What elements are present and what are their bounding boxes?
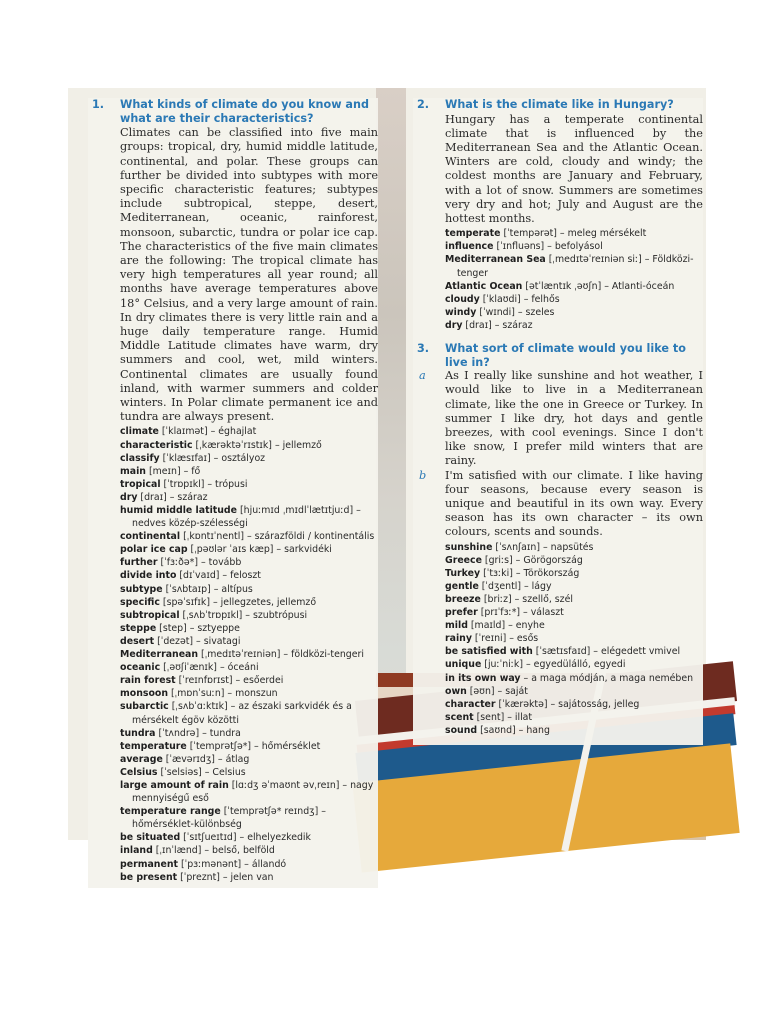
glossary-definition-continued: hőmérséklet-különbség bbox=[132, 819, 242, 831]
glossary-definition: [ˌmɒnˈsuːn] – monszun bbox=[168, 688, 278, 700]
glossary-definition-continued: mennyiségű eső bbox=[132, 793, 209, 805]
glossary-term: rainy bbox=[445, 633, 472, 645]
glossary-definition: [ˈsʌnʃaɪn] – napsütés bbox=[492, 541, 594, 553]
glossary-entry bbox=[445, 672, 703, 685]
glossary-term: windy bbox=[445, 306, 477, 318]
glossary-term: climate bbox=[120, 426, 159, 438]
glossary-entry bbox=[445, 619, 703, 632]
glossary-definition: – a maga módján, a maga nemében bbox=[520, 672, 694, 684]
glossary-entry bbox=[445, 658, 703, 671]
glossary-entry bbox=[120, 491, 378, 504]
glossary-entry bbox=[120, 687, 378, 700]
glossary-term: Mediterranean Sea bbox=[445, 254, 546, 266]
glossary-term: subarctic bbox=[120, 701, 169, 713]
glossary-term: tundra bbox=[120, 727, 156, 739]
question-text: What is the climate like in Hungary? bbox=[445, 98, 674, 111]
glossary-definition: [ˈkærəktə] – sajátosság, jelleg bbox=[495, 698, 640, 710]
glossary-entry bbox=[445, 632, 703, 645]
glossary-entry bbox=[120, 766, 378, 779]
glossary-entry bbox=[120, 425, 378, 438]
glossary-term: classify bbox=[120, 452, 160, 464]
glossary-definition: [ˈtemprətʃə*] – hőmérséklet bbox=[186, 740, 321, 752]
glossary-term: dry bbox=[445, 319, 463, 331]
glossary-entry bbox=[445, 253, 703, 279]
glossary-term: Celsius bbox=[120, 766, 158, 778]
glossary-definition: [meɪn] – fő bbox=[145, 465, 201, 477]
glossary-entry bbox=[120, 753, 378, 766]
glossary-definition: [ˈtɜːki] – Törökország bbox=[480, 567, 580, 579]
glossary-entry bbox=[445, 306, 703, 319]
question-2 bbox=[413, 98, 703, 112]
answer-letter: b bbox=[419, 468, 427, 482]
answer-text: As I really like sunshine and hot weather, I would like to live in a Mediterranean climate, like the one in Greece or Turkey. In summer I like dry, hot days and gentle breezes, with cool evenings. Since I don't like snow, I prefer mild winters that are rainy. bbox=[445, 369, 703, 468]
glossary-definition: [ˈsɪtʃueɪtɪd] – elhelyezkedik bbox=[180, 832, 311, 844]
glossary-term: own bbox=[445, 685, 467, 697]
glossary-term: prefer bbox=[445, 607, 478, 619]
glossary-definition: [ˌəʊʃiˈænɪk] – óceáni bbox=[160, 662, 259, 674]
glossary-term: inland bbox=[120, 845, 153, 857]
glossary-term: unique bbox=[445, 659, 482, 671]
glossary-term: continental bbox=[120, 531, 181, 543]
glossary-definition: [ˈtemprətʃə* reɪndʒ] – bbox=[220, 806, 326, 818]
question-number: 1. bbox=[92, 98, 105, 111]
glossary-definition: [briːz] – szellő, szél bbox=[480, 593, 573, 605]
glossary-term: Mediterranean bbox=[120, 649, 199, 661]
glossary-term: specific bbox=[120, 596, 160, 608]
glossary-entry bbox=[120, 504, 378, 530]
glossary-definition: [ˈtʌndrə] – tundra bbox=[155, 727, 241, 739]
glossary-entry bbox=[120, 740, 378, 753]
glossary-definition: [ˈklæsɪfaɪ] – osztályoz bbox=[159, 452, 266, 464]
question-3 bbox=[413, 342, 703, 369]
glossary-definition: [ˈreɪnfɒrɪst] – esőerdei bbox=[175, 675, 284, 687]
glossary-term: main bbox=[120, 465, 146, 477]
glossary-entry bbox=[120, 661, 378, 674]
glossary-entry bbox=[120, 569, 378, 582]
glossary-term: scent bbox=[445, 711, 474, 723]
glossary-term: temperature range bbox=[120, 806, 221, 818]
glossary-list bbox=[413, 541, 703, 737]
glossary-term: divide into bbox=[120, 570, 177, 582]
glossary-term: temperature bbox=[120, 740, 187, 752]
glossary-term: large amount of rain bbox=[120, 779, 229, 791]
glossary-term: desert bbox=[120, 635, 155, 647]
question-1 bbox=[88, 98, 378, 125]
glossary-definition: [ˈtrɒpɪkl] – trópusi bbox=[160, 478, 248, 490]
glossary-term: average bbox=[120, 753, 163, 765]
question-number: 2. bbox=[417, 98, 430, 111]
glossary-definition: [juːˈniːk] – egyedülálló, egyedi bbox=[481, 659, 626, 671]
glossary-definition: [ˌpəʊlər ˈaɪs kæp] – sarkvidéki bbox=[187, 544, 332, 556]
glossary-definition: [ˌmedɪtəˈreɪniən siː] – Földközi- bbox=[545, 254, 694, 266]
glossary-definition: [ˈsætɪsfaɪd] – elégedett vmivel bbox=[532, 646, 681, 658]
glossary-term: in its own way bbox=[445, 672, 521, 684]
glossary-definition: [ˈselsiəs] – Celsius bbox=[157, 766, 246, 778]
glossary-definition: [ˈklaɪmət] – éghajlat bbox=[158, 426, 257, 438]
glossary-term: polar ice cap bbox=[120, 544, 188, 556]
glossary-definition: [saʊnd] – hang bbox=[477, 724, 550, 736]
glossary-entry bbox=[445, 554, 703, 567]
glossary-definition: [ˈfɜːðə*] – tovább bbox=[157, 557, 242, 569]
glossary-entry bbox=[120, 674, 378, 687]
glossary-definition: [əʊn] – saját bbox=[466, 685, 528, 697]
glossary-term: be satisfied with bbox=[445, 646, 533, 658]
glossary-entry bbox=[445, 293, 703, 306]
glossary-term: oceanic bbox=[120, 662, 161, 674]
glossary-entry bbox=[120, 831, 378, 844]
glossary-definition: [sent] – illat bbox=[473, 711, 533, 723]
glossary-definition-continued: nedves közép-szélességi bbox=[132, 518, 248, 530]
glossary-term: character bbox=[445, 698, 496, 710]
glossary-entry bbox=[120, 439, 378, 452]
glossary-definition: [ˈwɪndi] – szeles bbox=[476, 306, 555, 318]
glossary-entry bbox=[120, 622, 378, 635]
glossary-definition: [griːs] – Görögország bbox=[481, 554, 583, 566]
glossary-entry bbox=[120, 700, 378, 726]
glossary-entry bbox=[445, 593, 703, 606]
glossary-definition: [step] – sztyeppe bbox=[156, 622, 240, 634]
glossary-entry bbox=[445, 227, 703, 240]
glossary-term: humid middle latitude bbox=[120, 505, 238, 517]
glossary-entry bbox=[120, 596, 378, 609]
glossary-entry bbox=[445, 567, 703, 580]
glossary-entry bbox=[445, 711, 703, 724]
glossary-entry bbox=[120, 635, 378, 648]
glossary-definition: [maɪld] – enyhe bbox=[467, 620, 545, 632]
glossary-definition: [ˈævərɪdʒ] – átlag bbox=[162, 753, 250, 765]
glossary-entry bbox=[120, 779, 378, 805]
answer-b bbox=[413, 469, 703, 540]
glossary-entry bbox=[445, 319, 703, 332]
answer-letter: a bbox=[419, 369, 426, 383]
glossary-entry bbox=[120, 609, 378, 622]
glossary-definition: [lɑːdʒ əˈmaʊnt əvˌreɪn] – nagy bbox=[228, 779, 374, 791]
textbook-page bbox=[68, 88, 706, 883]
glossary-definition: [ˈpɜːmənənt] – állandó bbox=[177, 858, 287, 870]
answer-text: I'm satisfied with our climate. I like having four seasons, because every season is unique and beautiful in its own way. Every season has its own character – its own colours, scents and sounds. bbox=[445, 468, 703, 539]
glossary-entry bbox=[445, 645, 703, 658]
glossary-entry bbox=[120, 648, 378, 661]
glossary-definition: [hjuːmɪd ˌmɪdlˈlætɪtjuːd] – bbox=[237, 505, 361, 517]
question-number: 3. bbox=[417, 341, 430, 355]
glossary-definition: [draɪ] – száraz bbox=[462, 319, 533, 331]
glossary-entry bbox=[445, 606, 703, 619]
glossary-term: Atlantic Ocean bbox=[445, 280, 523, 292]
glossary-definition: [ətˈlæntɪk ˌəʊʃn] – Atlanti-óceán bbox=[522, 280, 675, 292]
glossary-list bbox=[88, 425, 378, 883]
glossary-definition: [ˈtempərət] – meleg mérsékelt bbox=[500, 228, 647, 240]
glossary-term: dry bbox=[120, 491, 138, 503]
glossary-entry bbox=[120, 805, 378, 831]
glossary-entry bbox=[445, 280, 703, 293]
glossary-definition: [ˈklaʊdi] – felhős bbox=[479, 293, 560, 305]
glossary-entry bbox=[120, 478, 378, 491]
glossary-definition: [ˈsʌbtaɪp] – altípus bbox=[162, 583, 253, 595]
glossary-definition: [ˌkærəktəˈrɪstɪk] – jellemző bbox=[192, 439, 322, 451]
glossary-entry bbox=[120, 727, 378, 740]
glossary-term: cloudy bbox=[445, 293, 480, 305]
left-column bbox=[88, 98, 378, 888]
glossary-term: permanent bbox=[120, 858, 178, 870]
glossary-definition: [ˈdʒentl] – lágy bbox=[478, 580, 552, 592]
glossary-term: be present bbox=[120, 871, 178, 883]
glossary-entry bbox=[445, 580, 703, 593]
glossary-definition-continued: mérsékelt égöv közötti bbox=[132, 714, 239, 726]
glossary-definition: [prɪˈfɜː*] – választ bbox=[477, 607, 564, 619]
glossary-definition: [draɪ] – száraz bbox=[137, 491, 208, 503]
glossary-entry bbox=[120, 452, 378, 465]
glossary-entry bbox=[445, 698, 703, 711]
glossary-definition: [ˈɪnfluəns] – befolyásol bbox=[493, 241, 603, 253]
glossary-term: rain forest bbox=[120, 675, 176, 687]
glossary-definition: [ˌkɒntɪˈnentl] – szárazföldi / kontinentális bbox=[180, 531, 375, 543]
glossary-definition: [ˌmedɪtəˈreɪniən] – földközi-tengeri bbox=[198, 649, 364, 661]
glossary-term: sunshine bbox=[445, 541, 493, 553]
glossary-term: Greece bbox=[445, 554, 482, 566]
glossary-term: be situated bbox=[120, 832, 181, 844]
glossary-definition: [ˈdezət] – sivatagi bbox=[154, 635, 241, 647]
glossary-term: breeze bbox=[445, 593, 481, 605]
glossary-entry bbox=[120, 556, 378, 569]
glossary-term: subtropical bbox=[120, 609, 180, 621]
answer-paragraph: Climates can be classified into five main groups: tropical, dry, humid middle latitude, continental, and polar. These groups can further be divided into subtypes with more specific characteristic features; subtypes include subtropical, steppe, desert, Mediterranean, oceanic, rainforest, monsoon, subarctic, tundra or polar ice cap. The characteristics of the five main climates are the following: The tropical climate has very high temperatures all year round; all months have average temperatures above 18° Celsius, and a very large amount of rain. In dry climates there is very little rain and a huge daily temperature range. Humid Middle Latitude climates have warm, dry summers and cool, wet, mild winters. Continental climates are usually found inland, with warmer summers and colder winters. In Polar climate permanent ice and tundra are always present. bbox=[120, 126, 378, 424]
answer-paragraph: Hungary has a temperate continental climate that is influenced by the Mediterranean Sea and the Atlantic Ocean. Winters are cold, cloudy and windy; the coldest months are January and February, with a lot of snow. Summers are sometimes very dry and hot; July and August are the hottest months. bbox=[445, 112, 703, 226]
glossary-term: Turkey bbox=[445, 567, 481, 579]
glossary-term: mild bbox=[445, 620, 468, 632]
glossary-definition: [ˈpreznt] – jelen van bbox=[177, 871, 274, 883]
glossary-definition-continued: tenger bbox=[457, 267, 488, 279]
glossary-entry bbox=[120, 858, 378, 871]
glossary-definition: [dɪˈvaɪd] – feloszt bbox=[176, 570, 261, 582]
glossary-entry bbox=[120, 871, 378, 884]
right-column bbox=[413, 98, 703, 745]
glossary-term: subtype bbox=[120, 583, 163, 595]
glossary-entry bbox=[120, 543, 378, 556]
glossary-term: steppe bbox=[120, 622, 157, 634]
glossary-term: influence bbox=[445, 241, 494, 253]
question-text: What sort of climate would you like to live in? bbox=[445, 341, 686, 369]
glossary-term: monsoon bbox=[120, 688, 169, 700]
glossary-definition: [spəˈsɪfɪk] – jellegzetes, jellemző bbox=[159, 596, 317, 608]
glossary-definition: [ˈreɪni] – esős bbox=[471, 633, 539, 645]
glossary-entry bbox=[120, 583, 378, 596]
glossary-entry bbox=[120, 465, 378, 478]
glossary-term: characteristic bbox=[120, 439, 193, 451]
glossary-entry bbox=[445, 724, 703, 737]
answer-a bbox=[413, 369, 703, 468]
glossary-entry bbox=[445, 240, 703, 253]
glossary-entry bbox=[445, 541, 703, 554]
glossary-term: tropical bbox=[120, 478, 161, 490]
glossary-entry bbox=[120, 530, 378, 543]
question-text: What kinds of climate do you know and what are their characteristics? bbox=[120, 98, 369, 125]
glossary-entry bbox=[120, 844, 378, 857]
glossary-definition: [ˌɪnˈlænd] – belső, belföld bbox=[152, 845, 275, 857]
glossary-definition: [ˌsʌbˈtrɒpɪkl] – szubtrópusi bbox=[179, 609, 308, 621]
glossary-term: gentle bbox=[445, 580, 479, 592]
glossary-term: further bbox=[120, 557, 158, 569]
glossary-entry bbox=[445, 685, 703, 698]
glossary-definition: [ˌsʌbˈɑːktɪk] – az északi sarkvidék és a bbox=[168, 701, 352, 713]
glossary-term: sound bbox=[445, 724, 478, 736]
glossary-list bbox=[413, 227, 703, 332]
glossary-term: temperate bbox=[445, 228, 501, 240]
